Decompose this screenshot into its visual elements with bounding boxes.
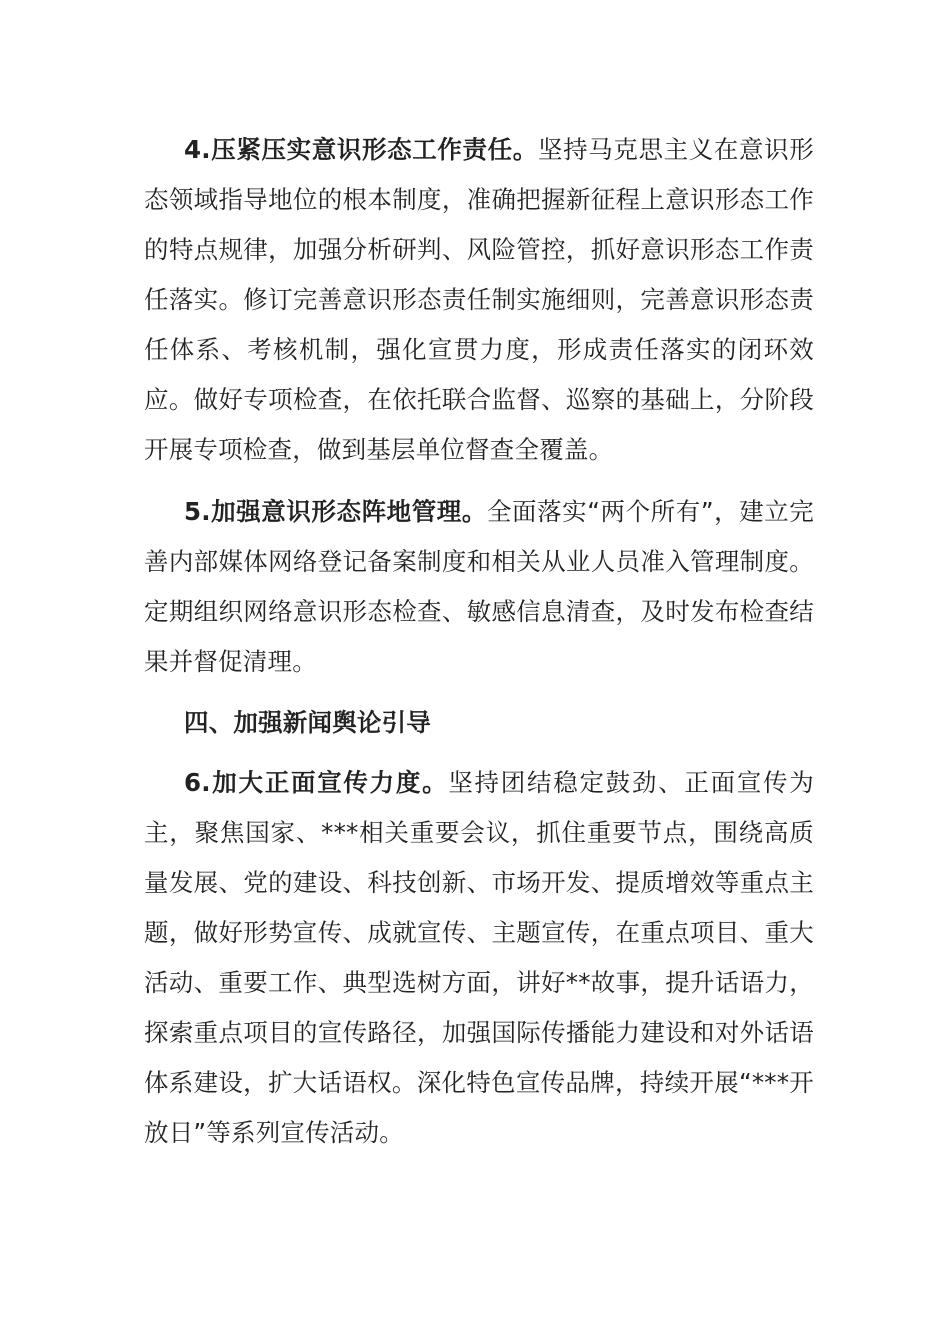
section-heading-text: 四、加强新闻舆论引导	[184, 708, 431, 737]
paragraph-5-heading: 5.加强意识形态阵地管理。	[184, 497, 487, 526]
paragraph-6-body: 坚持团结稳定鼓劲、正面宣传为主，聚焦国家、***相关重要会议，抓住重要节点，围绕高质量发展、党的建设、科技创新、市场开发、提质增效等重点主题，做好形势宣传、成就宣传、主题宣传，在重点项目、重大活动、重要工作、典型选树方面，讲好**故事，提升话语力，探索重点项目的宣传路径，加强国际传播能力建设和对外话语体系建设，扩大话语权。深化特色宣传品牌，持续开展“***开放日”等系列宣传活动。	[144, 768, 814, 1147]
section-heading	[144, 698, 814, 748]
paragraph-4	[144, 125, 814, 475]
paragraph-4-body: 坚持马克思主义在意识形态领域指导地位的根本制度，准确把握新征程上意识形态工作的特点规律，加强分析研判、风险管控，抓好意识形态工作责任落实。修订完善意识形态责任制实施细则，完善意识形态责任体系、考核机制，强化宣贯力度，形成责任落实的闭环效应。做好专项检查，在依托联合监督、巡察的基础上，分阶段开展专项检查，做到基层单位督查全覆盖。	[144, 135, 815, 464]
paragraph-6	[144, 758, 814, 1158]
paragraph-5	[144, 487, 814, 687]
paragraph-6-heading: 6.加大正面宣传力度。	[184, 768, 449, 797]
paragraph-4-heading: 4.压紧压实意识形态工作责任。	[184, 135, 538, 164]
paragraph-5-body: 全面落实“两个所有”，建立完善内部媒体网络登记备案制度和相关从业人员准入管理制度。定期组织网络意识形态检查、敏感信息清查，及时发布检查结果并督促清理。	[144, 497, 815, 676]
